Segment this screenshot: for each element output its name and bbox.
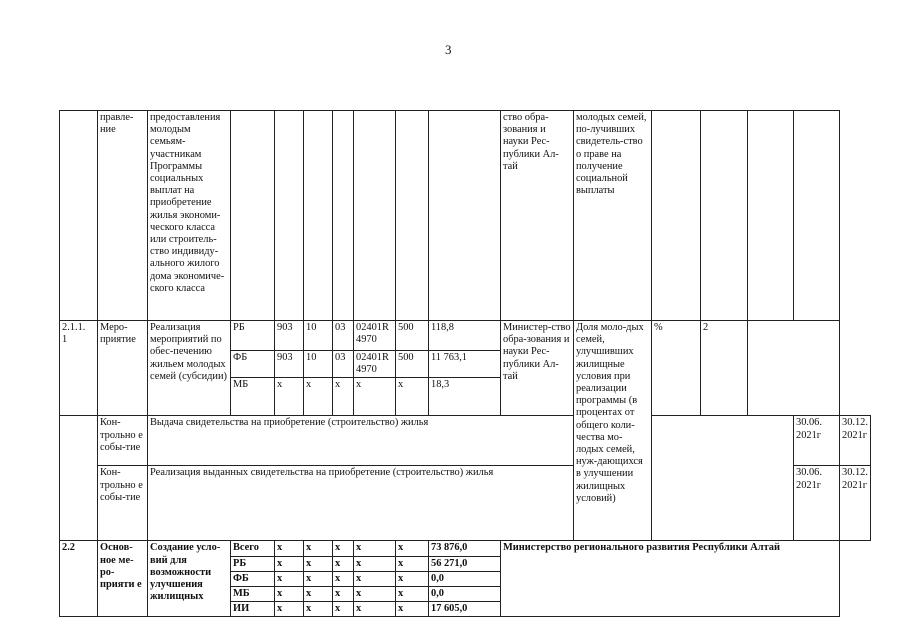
table-row-22-total: [60, 541, 871, 556]
cell-vr: х: [396, 556, 429, 571]
cell-grbs: х: [275, 541, 304, 556]
cell-grbs: х: [275, 378, 304, 416]
cell-end-date: 30.12. 2021г: [840, 466, 871, 541]
cell-rz: 10: [304, 351, 333, 378]
cell-sum: 56 271,0: [429, 556, 501, 571]
cell-csr: 02401R 4970: [354, 321, 396, 351]
cell-type: Кон-трольно е собы-тие: [98, 466, 148, 541]
cell-type: Кон-трольно е собы-тие: [98, 416, 148, 466]
cell-event-text: Выдача свидетельства на приобретение (строительство) жилья: [148, 416, 574, 466]
cell-unit: %: [652, 321, 701, 416]
cell-name: Реализация мероприятий по обес-печению жильем молодых семей (субсидии): [148, 321, 231, 416]
cell-grbs: х: [275, 602, 304, 617]
cell-num: 2.2: [60, 541, 98, 617]
cell-pr: х: [333, 541, 354, 556]
cell-sum: 0,0: [429, 571, 501, 586]
cell-pr: х: [333, 602, 354, 617]
cell-type: правле- ние: [98, 111, 148, 321]
cell-csr: х: [354, 541, 396, 556]
cell-csr: х: [354, 556, 396, 571]
cell-pr: х: [333, 571, 354, 586]
cell-sum: 18,3: [429, 378, 501, 416]
cell-vr: 500: [396, 351, 429, 378]
cell-rz: х: [304, 378, 333, 416]
cell-sum: 17 605,0: [429, 602, 501, 617]
table-row-211-rb: [60, 321, 871, 351]
cell-grbs: х: [275, 587, 304, 602]
cell-sum: 11 763,1: [429, 351, 501, 378]
page-number: 3: [445, 42, 452, 57]
cell-csr: х: [354, 602, 396, 617]
cell-type: Меро-приятие: [98, 321, 148, 416]
cell-source: РБ: [231, 321, 275, 351]
cell-vr: 500: [396, 321, 429, 351]
cell-csr: х: [354, 587, 396, 602]
cell-source: ИИ: [231, 602, 275, 617]
cell-type: Основ-ное ме-ро-прияти е: [98, 541, 148, 617]
cell-sum: 118,8: [429, 321, 501, 351]
cell-start-date: 30.06. 2021г: [794, 416, 840, 466]
cell-source: ФБ: [231, 571, 275, 586]
cell-pr: х: [333, 378, 354, 416]
cell-source: ФБ: [231, 351, 275, 378]
cell-grbs: 903: [275, 321, 304, 351]
cell-vr: х: [396, 378, 429, 416]
cell-source: Всего: [231, 541, 275, 556]
cell-vr: х: [396, 602, 429, 617]
cell-rz: х: [304, 571, 333, 586]
cell-grbs: х: [275, 571, 304, 586]
cell-grbs: х: [275, 556, 304, 571]
program-table: [59, 110, 871, 617]
cell-vr: х: [396, 571, 429, 586]
cell-indicator: Доля моло-дых семей, улучшивших жилищные условия при реализации программы (в процентах от общего коли-чества мо-лодых семей, нуж-дающихся в улучшении жилищных условий): [574, 321, 652, 541]
cell-executor: ство обра-зования и науки Рес-публики Ал-тай: [501, 111, 574, 321]
cell-vr: х: [396, 587, 429, 602]
cell-vr: х: [396, 541, 429, 556]
cell-value: 2: [701, 321, 748, 416]
cell-source: РБ: [231, 556, 275, 571]
table-row-control-event: [60, 416, 871, 466]
cell-rz: х: [304, 541, 333, 556]
cell-rz: 10: [304, 321, 333, 351]
cell-event-text: Реализация выданных свидетельства на приобретение (строительство) жилья: [148, 466, 574, 541]
cell-indicator: молодых семей, по-лучивших свидетель-ство о праве на получение социальной выплаты: [574, 111, 652, 321]
cell-source: МБ: [231, 587, 275, 602]
cell-grbs: 903: [275, 351, 304, 378]
table-row-continuation: [60, 111, 871, 321]
cell-pr: 03: [333, 351, 354, 378]
cell-num: 2.1.1. 1: [60, 321, 98, 416]
cell-executor: Министер-ство обра-зования и науки Рес-публики Ал-тай: [501, 321, 574, 416]
cell-rz: х: [304, 587, 333, 602]
cell-name: предоставления молодым семьям-участникам Программы социальных выплат на приобретение жилья экономи-ческого класса или строитель-ство индивиду-ального жилого дома экономиче-ского класса: [148, 111, 231, 321]
cell-pr: х: [333, 556, 354, 571]
cell-sum: 0,0: [429, 587, 501, 602]
cell-sum: 73 876,0: [429, 541, 501, 556]
cell-executor: Министерство регионального развития Республики Алтай: [501, 541, 840, 617]
cell-start-date: 30.06. 2021г: [794, 466, 840, 541]
cell-rz: х: [304, 602, 333, 617]
cell-pr: х: [333, 587, 354, 602]
cell-source: МБ: [231, 378, 275, 416]
cell-rz: х: [304, 556, 333, 571]
cell-csr: х: [354, 571, 396, 586]
cell-csr: 02401R 4970: [354, 351, 396, 378]
cell-end-date: 30.12. 2021г: [840, 416, 871, 466]
cell-pr: 03: [333, 321, 354, 351]
cell-name: Создание усло-вий для возможности улучшения жилищных: [148, 541, 231, 617]
cell-csr: х: [354, 378, 396, 416]
